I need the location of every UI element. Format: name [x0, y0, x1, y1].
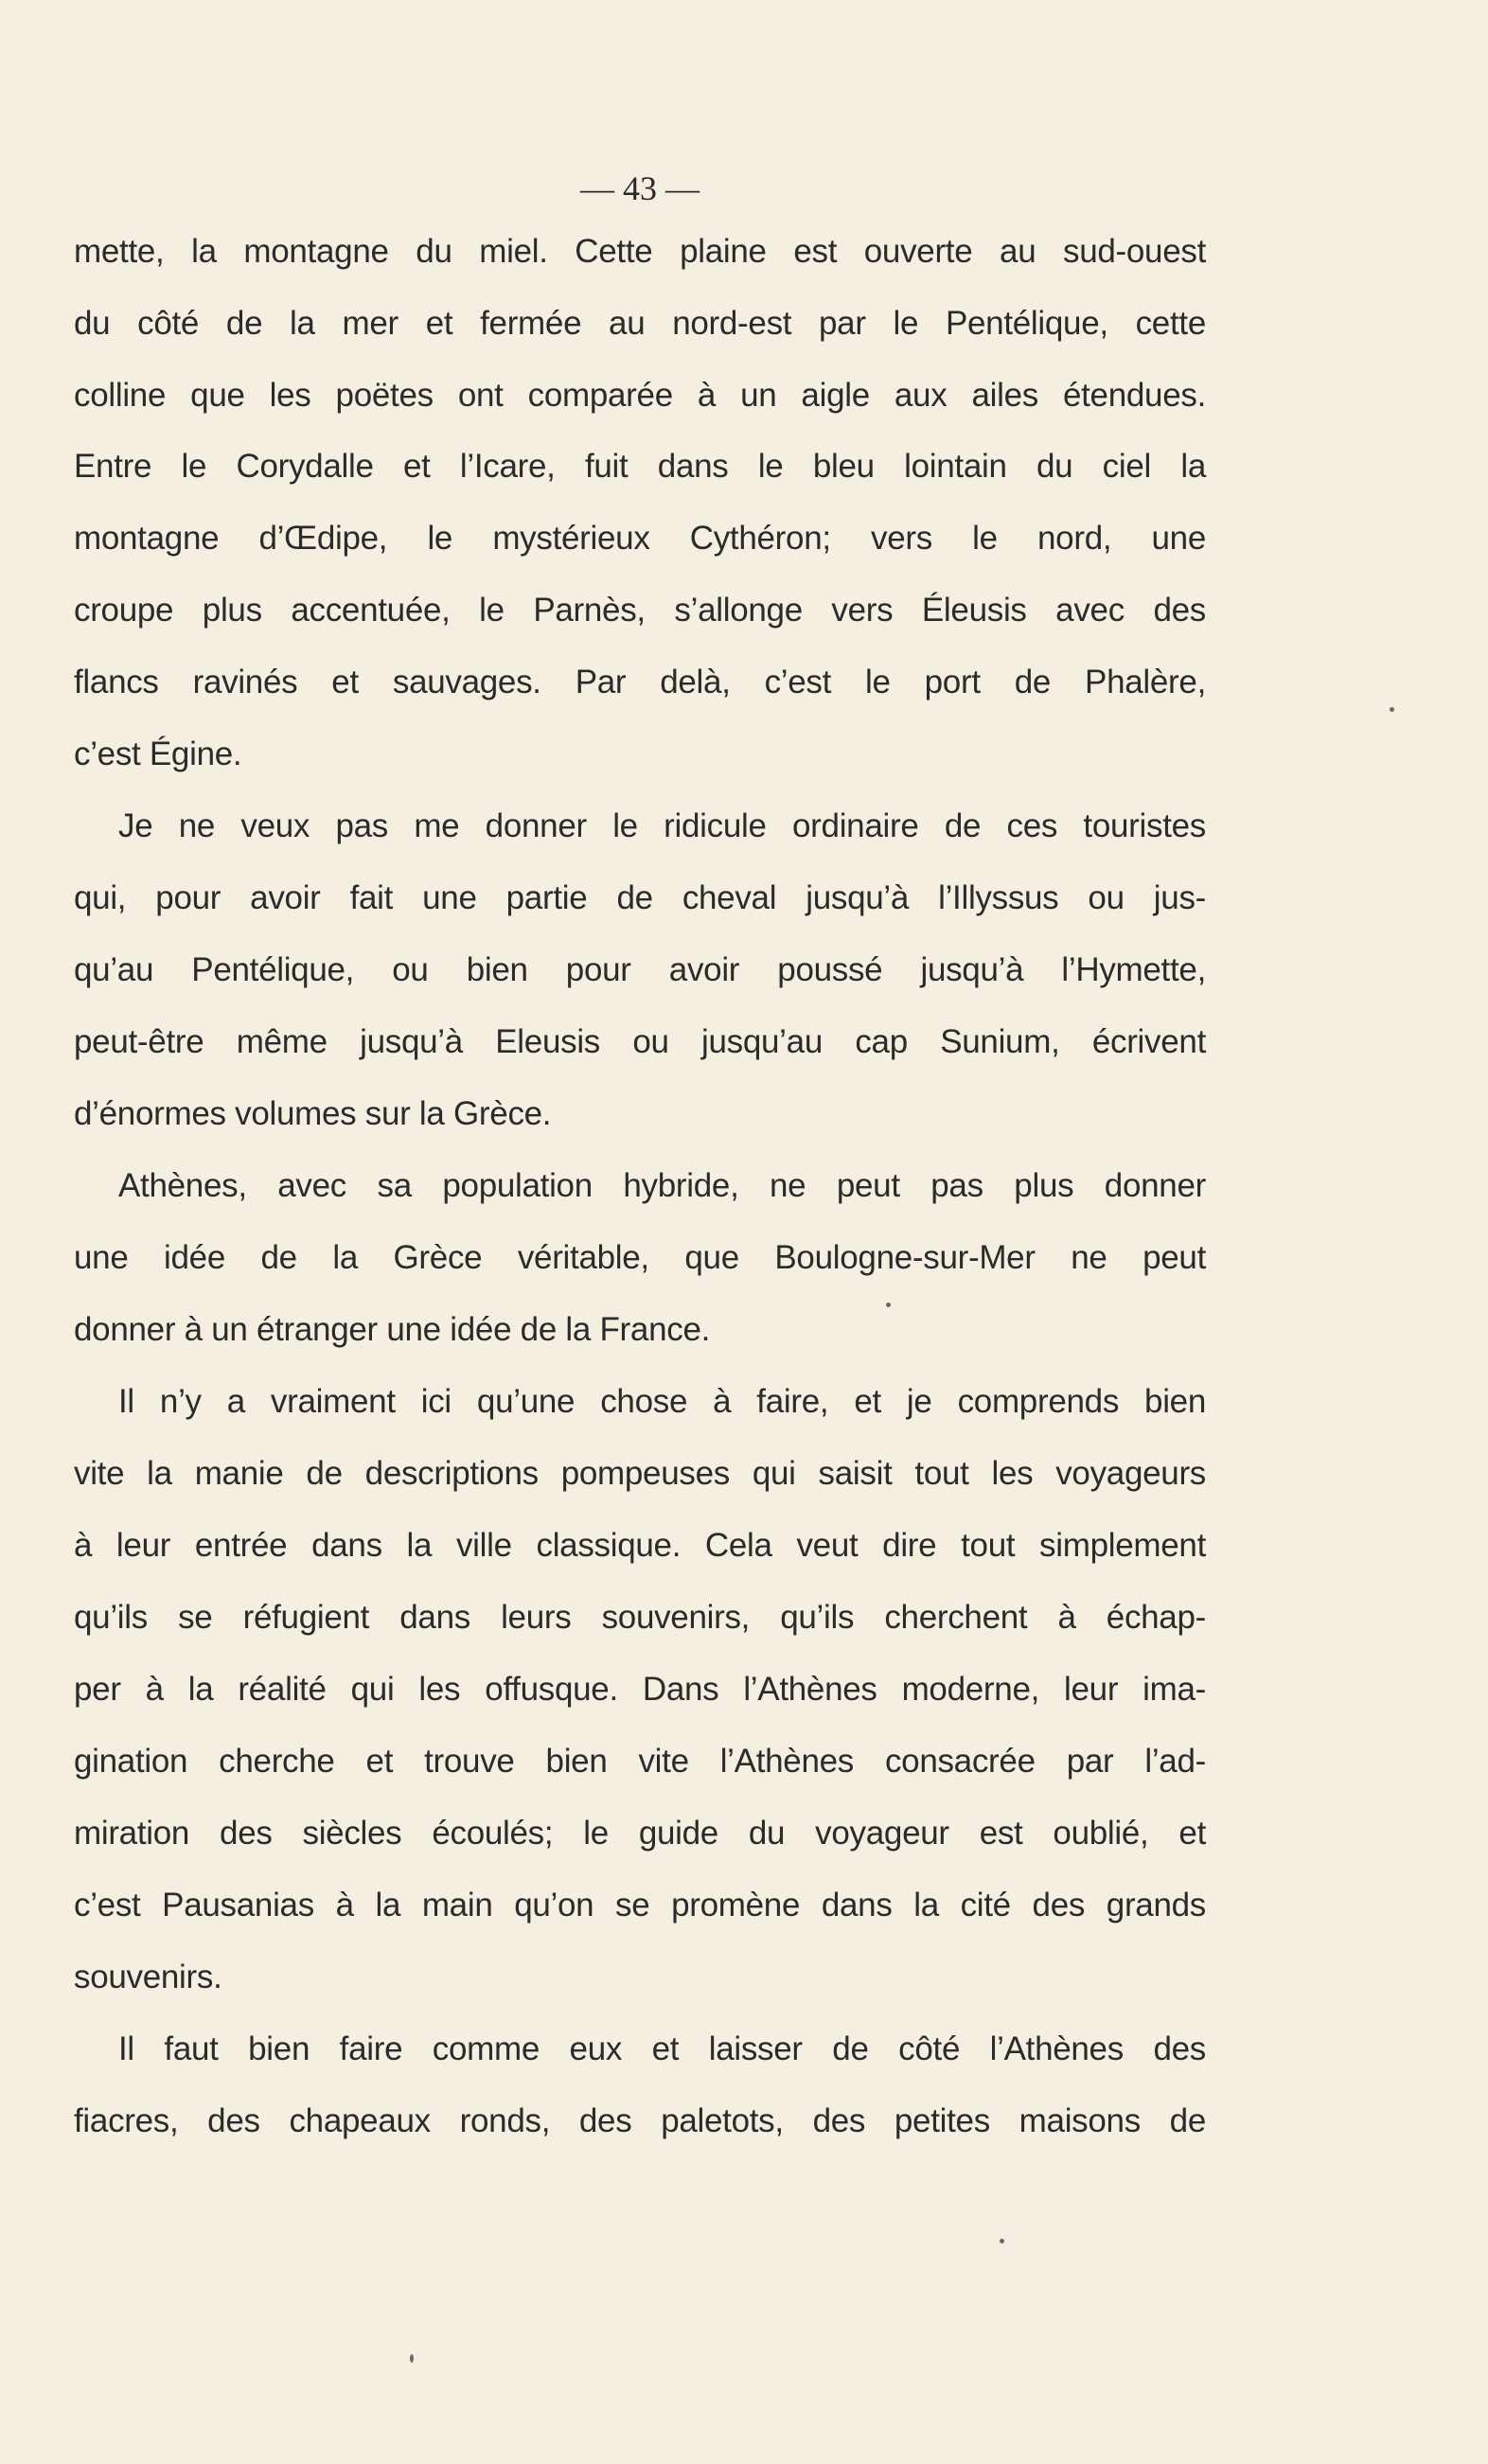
paper-speck [886, 1303, 891, 1307]
text-line: Il n’y a vraiment ici qu’une chose à faire, et je comprends bien [118, 1383, 1206, 1420]
text-line: per à la réalité qui les offusque. Dans l’Athènes moderne, leur ima- [74, 1671, 1206, 1708]
text-line: d’énormes volumes sur la Grèce. [74, 1095, 552, 1132]
text-line: souvenirs. [74, 1959, 222, 1995]
text-line: à leur entrée dans la ville classique. Cela veut dire tout simplement [74, 1527, 1206, 1564]
text-line: vite la manie de descriptions pompeuses qui saisit tout les voyageurs [74, 1455, 1206, 1492]
text-line: qu’au Pentélique, ou bien pour avoir poussé jusqu’à l’Hymette, [74, 951, 1206, 988]
text-line: Athènes, avec sa population hybride, ne peut pas plus donner [118, 1167, 1206, 1204]
text-line: c’est Pausanias à la main qu’on se promène dans la cité des grands [74, 1887, 1206, 1923]
text-line: qu’ils se réfugient dans leurs souvenirs, qu’ils cherchent à échap- [74, 1599, 1206, 1636]
paper-speck [1390, 707, 1394, 712]
text-line: montagne d’Œdipe, le mystérieux Cythéron; vers le nord, une [74, 520, 1206, 557]
text-line: fiacres, des chapeaux ronds, des paletots, des petites maisons de [74, 2102, 1206, 2139]
text-line: Entre le Corydalle et l’Icare, fuit dans le bleu lointain du ciel la [74, 448, 1206, 485]
text-line: Il faut bien faire comme eux et laisser de côté l’Athènes des [118, 2030, 1206, 2067]
text-line: une idée de la Grèce véritable, que Boulogne-sur-Mer ne peut [74, 1239, 1206, 1276]
text-line: colline que les poëtes ont comparée à un aigle aux ailes étendues. [74, 377, 1206, 414]
text-line: c’est Égine. [74, 736, 242, 772]
paper-speck [410, 2354, 414, 2363]
text-line: mette, la montagne du miel. Cette plaine est ouverte au sud-ouest [74, 233, 1206, 270]
text-line: Je ne veux pas me donner le ridicule ordinaire de ces touristes [118, 807, 1206, 844]
text-line: gination cherche et trouve bien vite l’Athènes consacrée par l’ad- [74, 1743, 1206, 1780]
text-line: qui, pour avoir fait une partie de cheval jusqu’à l’Illyssus ou jus- [74, 879, 1206, 916]
paper-speck [1000, 2239, 1004, 2243]
text-line: miration des siècles écoulés; le guide du voyageur est oublié, et [74, 1815, 1206, 1852]
text-line: croupe plus accentuée, le Parnès, s’allonge vers Éleusis avec des [74, 592, 1206, 629]
text-line: peut-être même jusqu’à Eleusis ou jusqu’au cap Sunium, écrivent [74, 1023, 1206, 1060]
text-line: du côté de la mer et fermée au nord-est par le Pentélique, cette [74, 305, 1206, 342]
text-line: donner à un étranger une idée de la France. [74, 1311, 711, 1348]
text-line: flancs ravinés et sauvages. Par delà, c’est le port de Phalère, [74, 664, 1206, 700]
page-number: — 43 — [580, 169, 700, 207]
